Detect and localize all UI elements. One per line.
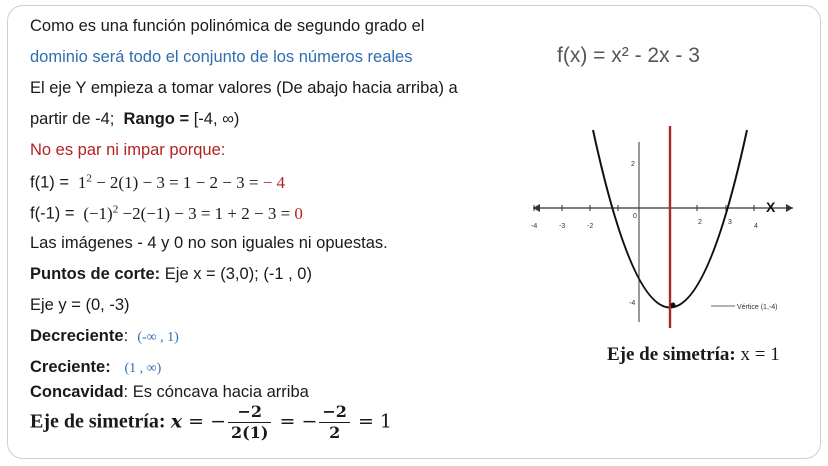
symmetry-eq2: = − — [273, 410, 318, 433]
symmetry-fraction-1: $\frac{-2}{2(1)}$ — [228, 402, 271, 443]
decreasing-interval: (-∞ , 1) — [137, 330, 179, 345]
vertex-label: Vértice (1,-4) — [737, 304, 778, 311]
symmetry-fraction-2: $\frac{-2}{2}$ — [319, 402, 350, 443]
range-label: Rango = — [123, 110, 190, 128]
f-minus1-label: f(-1) = — [30, 204, 75, 223]
symmetry-caption-value: x = 1 — [735, 344, 780, 365]
intercepts-y: Eje y = (0, -3) — [30, 296, 130, 314]
f-minus1-evaluation — [30, 203, 303, 224]
concavity-label: Concavidad — [30, 383, 124, 401]
decreasing-colon: : — [123, 327, 129, 345]
concavity-value: : Es cóncava hacia arriba — [123, 383, 309, 401]
f1-result: − 4 — [258, 172, 286, 192]
symmetry-x: x — [170, 410, 183, 433]
x-tick-label: 0 — [633, 213, 637, 220]
f1-expression: $1^2 - 2(1) - 3 = 1 - 2 - 3$ = − 4 — [77, 172, 286, 192]
concavity-line — [30, 383, 309, 402]
decreasing-line — [30, 327, 179, 346]
range-intro: partir de -4; — [30, 110, 115, 128]
f-minus1-result: 0 — [290, 203, 303, 223]
symmetry-label: Eje de simetría: — [30, 410, 166, 433]
symmetry-axis-caption — [607, 344, 780, 366]
f1-label: f(1) = — [30, 173, 69, 192]
intercepts-x — [30, 265, 312, 284]
x-tick-label: -4 — [531, 223, 538, 230]
range-value: [-4, ∞) — [193, 110, 240, 128]
x-tick-label: 3 — [728, 219, 732, 226]
intercepts-x-value: Eje x = (3,0); (-1 , 0) — [160, 265, 312, 283]
f1-evaluation — [30, 172, 285, 193]
symmetry-caption-label: Eje de simetría: — [607, 344, 736, 365]
range-text-line1: El eje Y empieza a tomar valores (De abajo hacia arriba) a — [30, 79, 458, 97]
parabola-graph — [527, 122, 799, 332]
increasing-line — [30, 358, 161, 377]
increasing-label: Creciente: — [30, 358, 111, 376]
x-axis-label: X — [766, 199, 776, 215]
x-tick-label: -3 — [559, 223, 566, 230]
intercepts-label: Puntos de corte: — [30, 265, 161, 283]
symmetry-axis-formula — [30, 402, 392, 443]
y-tick-label: 2 — [631, 161, 635, 168]
parity-heading: No es par ni impar porque: — [30, 141, 226, 159]
symmetry-eq3: = 1 — [351, 410, 393, 433]
symmetry-eq1: = − — [182, 410, 227, 433]
function-title: f(x) = x² - 2x - 3 — [557, 44, 700, 67]
f-minus1-expression: $(-1)^2 -2(-1) - 3 = 1 + 2 - 3 = 0$ — [83, 203, 303, 223]
decreasing-label: Decreciente — [30, 327, 124, 345]
y-tick-label: -4 — [629, 300, 636, 307]
range-text-line2 — [30, 110, 239, 129]
x-tick-label: 4 — [754, 223, 758, 230]
x-tick-label: 2 — [698, 219, 702, 226]
vertex-point — [671, 303, 676, 308]
images-text: Las imágenes - 4 y 0 no son iguales ni opuestas. — [30, 234, 388, 252]
increasing-interval: (1 , ∞) — [124, 361, 162, 376]
x-axis-arrow-right — [786, 204, 793, 212]
domain-text-line2: dominio será todo el conjunto de los números reales — [30, 48, 413, 66]
x-tick-label: -2 — [587, 223, 594, 230]
domain-text-line1: Como es una función polinómica de segundo grado el — [30, 17, 425, 35]
